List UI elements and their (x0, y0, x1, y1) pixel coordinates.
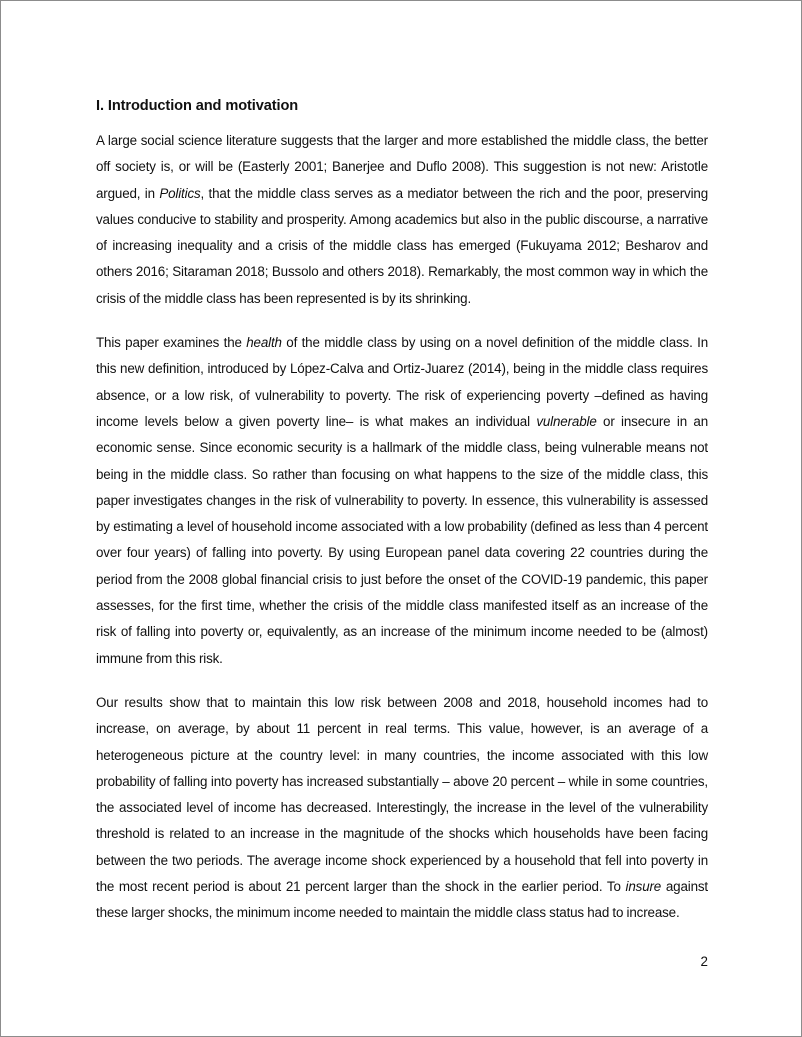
paragraph-text: Our results show that to maintain this low risk between 2008 and 2018, household incomes had to increase, on average, by about 11 percent in real terms. This value, however, is an average of a heterogeneous picture at the country level: in many countries, the income associated with this low probability of falling into poverty has increased substantially – above 20 percent – while in some countries, the associated level of income has decreased. Interestingly, the increase in the level of the vulnerability threshold is related to an increase in the magnitude of the shocks which households have been facing between the two periods. The average income shock experienced by a household that fell into poverty in the most recent period is about 21 percent larger than the shock in the earlier period. To (96, 694, 708, 895)
page-number: 2 (700, 954, 708, 969)
paragraph-italic-text: insure (625, 879, 662, 895)
section-title: I. Introduction and motivation (96, 98, 299, 114)
paragraph-italic-text: Politics (159, 185, 201, 201)
paragraph-text: against these larger shocks, the minimum income needed to maintain the middle class status had to increase. (96, 879, 708, 921)
paragraph-text: A large social science literature suggests that the larger and more established the middle class, the better off society is, or will be (Easterly 2001; Banerjee and Duflo 2008). This suggestion is not new: Aristotle argued, in (96, 133, 708, 201)
paragraph-italic-text: health (246, 335, 282, 351)
paragraph-text: or insecure in an economic sense. Since economic security is a hallmark of the middle class, being vulnerable means not being in the middle class. So rather than focusing on what happens to the size of the middle class, this paper investigates changes in the risk of vulnerability to poverty. In essence, this vulnerability is assessed by estimating a level of household income associated with a low probability (defined as less than 4 percent over four years) of falling into poverty. By using European panel data covering 22 countries during the period from the 2008 global financial crisis to just before the onset of the COVID-19 pandemic, this paper assesses, for the first time, whether the crisis of the middle class manifested itself as an increase of the risk of falling into poverty or, equivalently, as an increase of the minimum income needed to be (almost) immune from this risk. (96, 413, 708, 666)
paragraph-intro (96, 128, 708, 312)
paragraph-definition (96, 330, 708, 672)
paragraph-results (96, 690, 708, 927)
paragraph-italic-text: vulnerable (536, 413, 597, 429)
page-content (96, 95, 708, 945)
paragraph-text: of the middle class by using on a novel definition of the middle class. In this new definition, introduced by López-Calva and Ortiz-Juarez (2014), being in the middle class requires absence, or a low risk, of vulnerability to poverty. The risk of experiencing poverty –defined as having income levels below a given poverty line– is what makes an individual (96, 335, 708, 429)
paragraph-text: , that the middle class serves as a mediator between the rich and the poor, preserving values conducive to stability and prosperity. Among academics but also in the public discourse, a narrative of increasing inequality and a crisis of the middle class has emerged (Fukuyama 2012; Besharov and others 2016; Sitaraman 2018; Bussolo and others 2018). Remarkably, the most common way in which the crisis of the middle class has been represented is by its shrinking. (96, 185, 708, 306)
paragraph-text: This paper examines the (96, 335, 247, 351)
